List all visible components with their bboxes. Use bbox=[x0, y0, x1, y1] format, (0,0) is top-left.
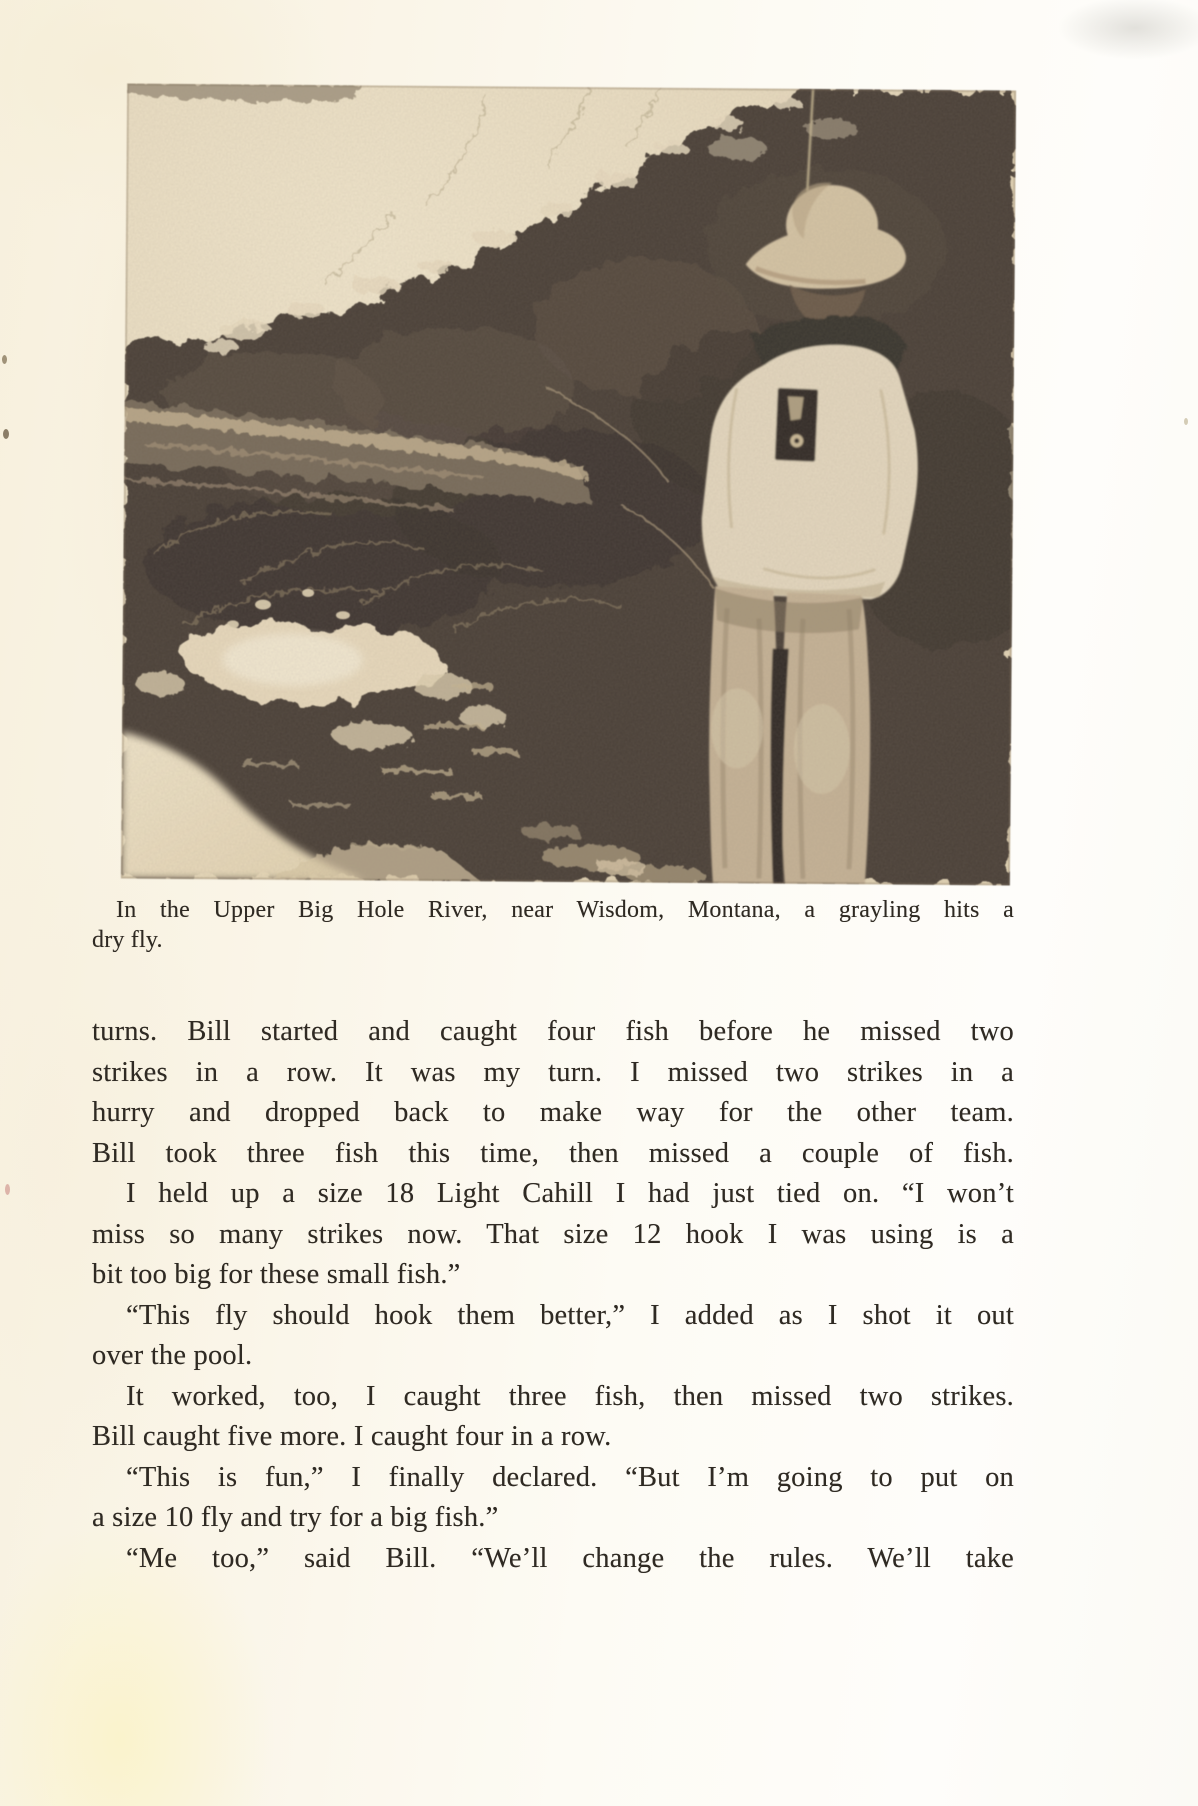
paper-speck bbox=[3, 429, 9, 439]
paper-speck bbox=[5, 1184, 10, 1195]
paragraph bbox=[92, 1539, 1014, 1580]
text-line: Bill took three fish this time, then missed a couple of fish. bbox=[92, 1137, 1014, 1169]
paragraph bbox=[92, 1377, 1014, 1458]
text-line: bit too big for these small fish.” bbox=[92, 1259, 461, 1290]
paragraph bbox=[92, 1012, 1014, 1174]
paper-speck bbox=[2, 355, 7, 364]
text-line: I held up a size 18 Light Cahill I had just tied on. “I won’t bbox=[126, 1178, 1014, 1209]
paper-speck bbox=[1184, 418, 1188, 425]
caption-line: dry fly. bbox=[92, 927, 163, 953]
caption-line: In the Upper Big Hole River, near Wisdom, Montana, a grayling hits a bbox=[116, 897, 1014, 923]
paragraph bbox=[92, 1174, 1014, 1296]
body-text bbox=[92, 1012, 1014, 1579]
river-photograph bbox=[121, 84, 1016, 886]
text-line: It worked, too, I caught three fish, then missed two strikes. bbox=[126, 1380, 1014, 1412]
text-line: miss so many strikes now. That size 12 hook I was using is a bbox=[92, 1218, 1014, 1250]
photo-canvas bbox=[121, 84, 1016, 886]
text-line: “This fly should hook them better,” I added as I shot it out bbox=[126, 1299, 1014, 1331]
text-line: hurry and dropped back to make way for the other team. bbox=[92, 1097, 1014, 1128]
text-line: strikes in a row. It was my turn. I missed two strikes in a bbox=[92, 1056, 1014, 1088]
text-line: “This is fun,” I finally declared. “But I’m going to put on bbox=[126, 1461, 1014, 1493]
text-line: turns. Bill started and caught four fish before he missed two bbox=[92, 1016, 1014, 1047]
photo-grain bbox=[121, 84, 1016, 886]
text-line: Bill caught five more. I caught four in a row. bbox=[92, 1421, 612, 1452]
text-line: over the pool. bbox=[92, 1340, 253, 1371]
photo-caption bbox=[92, 895, 1014, 955]
text-line: “Me too,” said Bill. “We’ll change the rules. We’ll take bbox=[126, 1542, 1014, 1574]
text-line: a size 10 fly and try for a big fish.” bbox=[92, 1502, 499, 1533]
paragraph bbox=[92, 1458, 1014, 1539]
paragraph bbox=[92, 1296, 1014, 1377]
